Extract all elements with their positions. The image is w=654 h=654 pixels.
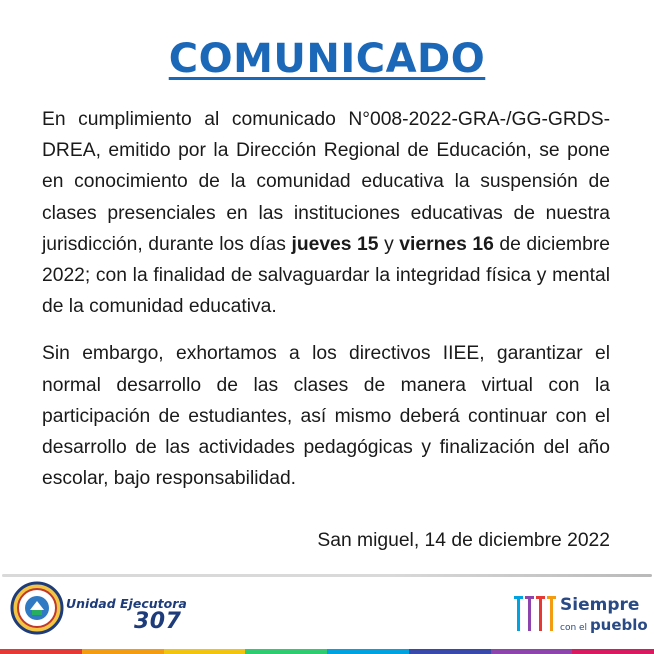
paragraph-1-segment: En cumplimiento al comunicado N°008-2022-GRA-/GG-GRDS-DREA, emitido por la Dirección Regional de Educación, se pone en conocimiento de la comunidad educativa la suspensión de clases presenciales en las instituciones educativas de nuestra jurisdicción, durante los días bbox=[42, 109, 610, 255]
paragraph-1-segment: y bbox=[378, 233, 400, 255]
institutional-seal-icon bbox=[10, 581, 64, 635]
paragraph-1 bbox=[42, 104, 610, 322]
slogan-word: pueblo bbox=[589, 616, 648, 634]
color-stripe bbox=[0, 649, 654, 654]
signoff-date: San miguel, 14 de diciembre 2022 bbox=[317, 530, 610, 551]
unit-name: Unidad Ejecutora bbox=[66, 596, 187, 611]
paragraph-1-segment: de diciembre 2022; con la finalidad de salvaguardar la integridad física y mental de la comunidad educativa. bbox=[42, 233, 610, 318]
footer-divider bbox=[2, 574, 652, 577]
colored-pillars-icon bbox=[512, 592, 558, 634]
page-title: COMUNICADO bbox=[168, 36, 486, 82]
footer bbox=[0, 566, 654, 654]
slogan-prefix: con el bbox=[560, 623, 588, 633]
paragraph-1-bold-date-1: jueves 15 bbox=[291, 233, 379, 255]
announcement-body bbox=[42, 104, 610, 494]
slogan-sub bbox=[560, 616, 648, 634]
unit-number: 307 bbox=[134, 609, 182, 634]
slogan-main: Siempre bbox=[560, 595, 640, 615]
paragraph-1-bold-date-2: viernes 16 bbox=[399, 233, 494, 255]
paragraph-2: Sin embargo, exhortamos a los directivos IIEE, garantizar el normal desarrollo de las clases de manera virtual con la participación de estudiantes, así mismo deberá continuar con el desarrollo de las actividades pedagógicas y finalización del año escolar, bajo responsabilidad. bbox=[42, 343, 610, 490]
